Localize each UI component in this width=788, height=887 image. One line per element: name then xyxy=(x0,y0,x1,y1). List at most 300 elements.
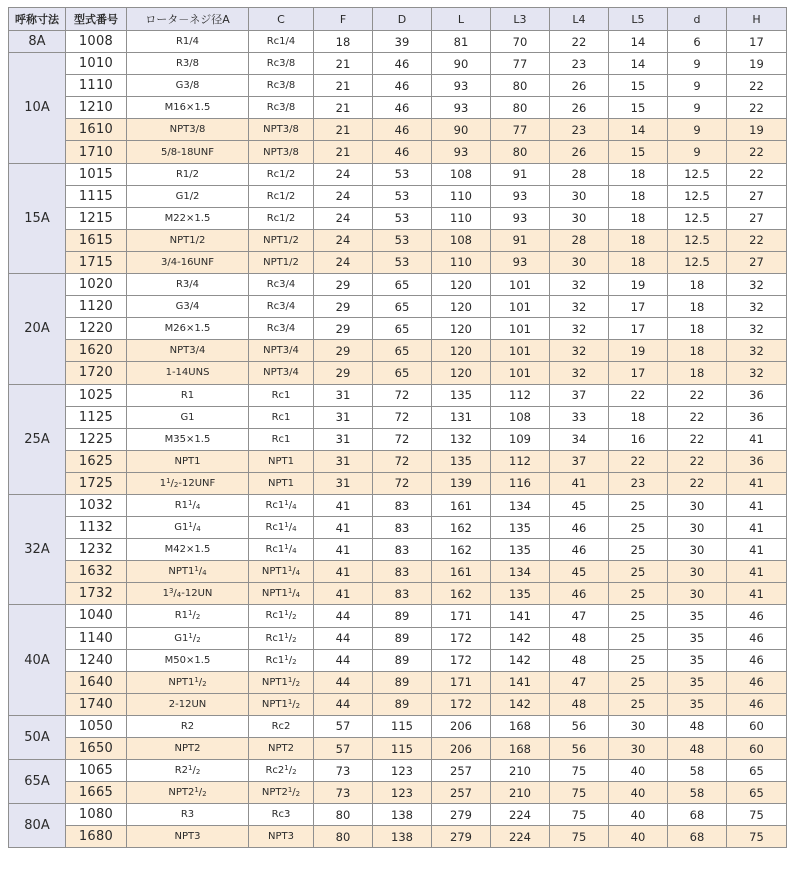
part-prefix: 1 xyxy=(162,588,169,600)
fraction-numerator: 1 xyxy=(194,565,199,574)
cell-c: Rc1 xyxy=(249,428,314,450)
header-row xyxy=(9,8,787,31)
cell-d: 65 xyxy=(373,340,432,362)
header-rotor-thread-a: ロータ－ネジ径A xyxy=(127,8,249,31)
cell-l4: 45 xyxy=(550,494,609,516)
cell-l5: 17 xyxy=(609,296,668,318)
cell-rotor-thread-a: NPT3/8 xyxy=(127,119,249,141)
cell-l: 120 xyxy=(432,340,491,362)
cell-rotor-thread-a: 1-14UNS xyxy=(127,362,249,384)
cell-small-d: 22 xyxy=(668,450,727,472)
cell-l3: 101 xyxy=(491,274,550,296)
cell-h: 19 xyxy=(727,53,787,75)
cell-l4: 30 xyxy=(550,185,609,207)
cell-h: 75 xyxy=(727,826,787,848)
fraction-denominator: 4 xyxy=(176,591,182,600)
cell-rotor-thread-a xyxy=(127,760,249,782)
table-row xyxy=(9,671,787,693)
cell-l4: 28 xyxy=(550,163,609,185)
cell-d: 65 xyxy=(373,362,432,384)
cell-d: 46 xyxy=(373,75,432,97)
cell-d: 89 xyxy=(373,627,432,649)
cell-nominal-size: 32A xyxy=(9,494,66,604)
cell-f: 73 xyxy=(314,760,373,782)
cell-l5: 14 xyxy=(609,31,668,53)
cell-small-d: 9 xyxy=(668,53,727,75)
cell-model-number: 1232 xyxy=(66,539,127,561)
cell-f: 41 xyxy=(314,517,373,539)
cell-small-d: 30 xyxy=(668,583,727,605)
fraction-numerator: 1 xyxy=(194,675,199,684)
fraction-slash: / xyxy=(288,522,293,534)
part-suffix: -12UNF xyxy=(178,477,216,489)
table-row xyxy=(9,141,787,163)
cell-l: 139 xyxy=(432,472,491,494)
cell-model-number: 1025 xyxy=(66,384,127,406)
cell-l3: 93 xyxy=(491,185,550,207)
cell-l3: 168 xyxy=(491,715,550,737)
fraction-numerator: 1 xyxy=(166,476,171,485)
cell-l: 162 xyxy=(432,583,491,605)
cell-l: 120 xyxy=(432,318,491,340)
cell-model-number: 1680 xyxy=(66,826,127,848)
cell-l: 108 xyxy=(432,229,491,251)
cell-rotor-thread-a: R3/4 xyxy=(127,274,249,296)
fraction-slash: / xyxy=(292,566,296,578)
cell-l4: 23 xyxy=(550,53,609,75)
cell-l: 171 xyxy=(432,671,491,693)
cell-c xyxy=(249,627,314,649)
cell-f: 21 xyxy=(314,75,373,97)
cell-f: 21 xyxy=(314,53,373,75)
table-row xyxy=(9,583,787,605)
cell-nominal-size: 10A xyxy=(9,53,66,163)
cell-d: 72 xyxy=(373,428,432,450)
cell-c xyxy=(249,494,314,516)
cell-rotor-thread-a xyxy=(127,561,249,583)
cell-l: 257 xyxy=(432,760,491,782)
cell-d: 46 xyxy=(373,53,432,75)
cell-l3: 135 xyxy=(491,517,550,539)
table-row xyxy=(9,649,787,671)
cell-c: Rc1/2 xyxy=(249,185,314,207)
table-row xyxy=(9,428,787,450)
table-header xyxy=(9,8,787,31)
cell-l3: 93 xyxy=(491,207,550,229)
cell-l4: 48 xyxy=(550,693,609,715)
fraction-denominator: 4 xyxy=(202,569,207,578)
cell-d: 123 xyxy=(373,760,432,782)
cell-model-number: 1010 xyxy=(66,53,127,75)
cell-l4: 32 xyxy=(550,274,609,296)
cell-l4: 28 xyxy=(550,229,609,251)
cell-h: 22 xyxy=(727,141,787,163)
cell-rotor-thread-a: NPT3 xyxy=(127,826,249,848)
cell-c: Rc3/4 xyxy=(249,318,314,340)
part-prefix: NPT2 xyxy=(168,787,195,799)
cell-l: 90 xyxy=(432,119,491,141)
cell-small-d: 22 xyxy=(668,406,727,428)
cell-h: 22 xyxy=(727,229,787,251)
fraction-denominator: 2 xyxy=(295,679,301,688)
cell-l: 279 xyxy=(432,826,491,848)
cell-f: 29 xyxy=(314,362,373,384)
cell-l4: 34 xyxy=(550,428,609,450)
cell-l: 93 xyxy=(432,75,491,97)
table-row xyxy=(9,207,787,229)
fraction-numerator: 1 xyxy=(188,521,193,530)
cell-h: 46 xyxy=(727,649,787,671)
fraction-numerator: 1 xyxy=(284,543,289,552)
cell-rotor-thread-a xyxy=(127,517,249,539)
cell-model-number: 1225 xyxy=(66,428,127,450)
cell-f: 44 xyxy=(314,671,373,693)
cell-l4: 32 xyxy=(550,318,609,340)
cell-c: Rc1/2 xyxy=(249,207,314,229)
fraction-slash: / xyxy=(192,610,196,622)
cell-l4: 46 xyxy=(550,517,609,539)
cell-h: 46 xyxy=(727,627,787,649)
cell-c xyxy=(249,517,314,539)
header-c: C xyxy=(249,8,314,31)
cell-l: 120 xyxy=(432,362,491,384)
cell-model-number: 1032 xyxy=(66,494,127,516)
fraction-slash: / xyxy=(198,787,203,799)
cell-c: Rc1/2 xyxy=(249,163,314,185)
fraction-slash: / xyxy=(288,654,293,666)
cell-l: 93 xyxy=(432,97,491,119)
cell-d: 72 xyxy=(373,472,432,494)
part-prefix: NPT1 xyxy=(168,566,195,578)
cell-l4: 48 xyxy=(550,649,609,671)
cell-f: 80 xyxy=(314,826,373,848)
cell-l3: 141 xyxy=(491,671,550,693)
cell-d: 83 xyxy=(373,583,432,605)
cell-l: 161 xyxy=(432,561,491,583)
cell-model-number: 1125 xyxy=(66,406,127,428)
cell-l: 135 xyxy=(432,384,491,406)
cell-rotor-thread-a: 2-12UN xyxy=(127,693,249,715)
fraction-numerator: 3 xyxy=(168,587,174,596)
fraction-slash: / xyxy=(192,522,197,534)
cell-small-d: 35 xyxy=(668,605,727,627)
fraction-denominator: 4 xyxy=(195,503,201,512)
cell-f: 29 xyxy=(314,296,373,318)
cell-c xyxy=(249,561,314,583)
cell-d: 39 xyxy=(373,31,432,53)
cell-l5: 25 xyxy=(609,583,668,605)
part-prefix: Rc1 xyxy=(265,632,285,644)
cell-l5: 18 xyxy=(609,229,668,251)
part-prefix: Rc1 xyxy=(265,522,285,534)
cell-h: 32 xyxy=(727,362,787,384)
cell-f: 24 xyxy=(314,185,373,207)
cell-small-d: 9 xyxy=(668,141,727,163)
table-row xyxy=(9,693,787,715)
cell-l4: 32 xyxy=(550,362,609,384)
cell-l4: 32 xyxy=(550,296,609,318)
cell-model-number: 1625 xyxy=(66,450,127,472)
cell-l3: 109 xyxy=(491,428,550,450)
fraction-slash: / xyxy=(288,544,293,556)
cell-f: 80 xyxy=(314,804,373,826)
fraction-numerator: 1 xyxy=(188,609,193,618)
cell-rotor-thread-a xyxy=(127,605,249,627)
header-nominal-size: 呼称寸法 xyxy=(9,8,66,31)
cell-c: Rc3/8 xyxy=(249,75,314,97)
cell-l3: 80 xyxy=(491,75,550,97)
cell-small-d: 48 xyxy=(668,738,727,760)
cell-f: 29 xyxy=(314,340,373,362)
fraction-denominator: 2 xyxy=(292,635,297,644)
cell-d: 65 xyxy=(373,296,432,318)
table-row xyxy=(9,517,787,539)
cell-l4: 46 xyxy=(550,583,609,605)
cell-d: 138 xyxy=(373,826,432,848)
cell-l5: 17 xyxy=(609,362,668,384)
cell-rotor-thread-a: NPT1 xyxy=(127,450,249,472)
cell-d: 89 xyxy=(373,671,432,693)
cell-l: 90 xyxy=(432,53,491,75)
cell-f: 29 xyxy=(314,274,373,296)
table-row xyxy=(9,53,787,75)
fraction-numerator: 1 xyxy=(284,499,289,508)
table-body xyxy=(9,31,787,848)
cell-l: 120 xyxy=(432,296,491,318)
header-f: F xyxy=(314,8,373,31)
cell-small-d: 35 xyxy=(668,627,727,649)
cell-d: 53 xyxy=(373,163,432,185)
cell-h: 19 xyxy=(727,119,787,141)
cell-small-d: 22 xyxy=(668,384,727,406)
part-prefix: NPT1 xyxy=(261,676,288,688)
cell-c xyxy=(249,760,314,782)
fraction-numerator: 1 xyxy=(287,565,293,574)
table-row xyxy=(9,296,787,318)
cell-l5: 14 xyxy=(609,53,668,75)
cell-f: 73 xyxy=(314,782,373,804)
cell-c: NPT2 xyxy=(249,738,314,760)
cell-l: 162 xyxy=(432,539,491,561)
cell-f: 44 xyxy=(314,693,373,715)
cell-d: 53 xyxy=(373,185,432,207)
table-row xyxy=(9,384,787,406)
cell-l4: 48 xyxy=(550,627,609,649)
fraction-denominator: 4 xyxy=(295,591,301,600)
fraction-denominator: 2 xyxy=(196,635,201,644)
fraction-denominator: 2 xyxy=(292,613,297,622)
cell-l3: 112 xyxy=(491,384,550,406)
cell-small-d: 12.5 xyxy=(668,207,727,229)
cell-f: 44 xyxy=(314,649,373,671)
table-row xyxy=(9,318,787,340)
cell-l: 131 xyxy=(432,406,491,428)
cell-l5: 25 xyxy=(609,494,668,516)
cell-l5: 40 xyxy=(609,782,668,804)
cell-l4: 32 xyxy=(550,340,609,362)
cell-rotor-thread-a: R3/8 xyxy=(127,53,249,75)
cell-rotor-thread-a: M16×1.5 xyxy=(127,97,249,119)
fraction-slash: / xyxy=(288,500,293,512)
cell-l4: 46 xyxy=(550,539,609,561)
fraction-denominator: 2 xyxy=(202,679,207,688)
cell-c: Rc3/8 xyxy=(249,97,314,119)
cell-rotor-thread-a: NPT2 xyxy=(127,738,249,760)
cell-model-number: 1115 xyxy=(66,185,127,207)
cell-h: 27 xyxy=(727,185,787,207)
part-prefix: Rc1 xyxy=(265,500,285,512)
spec-table xyxy=(8,7,787,848)
cell-small-d: 68 xyxy=(668,804,727,826)
cell-d: 89 xyxy=(373,649,432,671)
cell-rotor-thread-a: M35×1.5 xyxy=(127,428,249,450)
part-prefix: Rc2 xyxy=(265,765,285,777)
fraction-numerator: 1 xyxy=(287,587,293,596)
cell-l3: 142 xyxy=(491,693,550,715)
table-row xyxy=(9,450,787,472)
cell-l: 162 xyxy=(432,517,491,539)
cell-f: 24 xyxy=(314,229,373,251)
table-row xyxy=(9,119,787,141)
cell-rotor-thread-a: R2 xyxy=(127,715,249,737)
cell-c: NPT1 xyxy=(249,472,314,494)
fraction-denominator: 2 xyxy=(202,790,207,799)
table-row xyxy=(9,826,787,848)
cell-small-d: 22 xyxy=(668,428,727,450)
table-row xyxy=(9,561,787,583)
fraction-slash: / xyxy=(198,676,203,688)
cell-l5: 25 xyxy=(609,627,668,649)
cell-h: 17 xyxy=(727,31,787,53)
cell-model-number: 1210 xyxy=(66,97,127,119)
cell-l3: 77 xyxy=(491,119,550,141)
cell-d: 53 xyxy=(373,251,432,273)
cell-c xyxy=(249,671,314,693)
cell-l4: 75 xyxy=(550,782,609,804)
cell-small-d: 12.5 xyxy=(668,163,727,185)
cell-model-number: 1640 xyxy=(66,671,127,693)
cell-small-d: 18 xyxy=(668,296,727,318)
cell-rotor-thread-a: G1 xyxy=(127,406,249,428)
table-row xyxy=(9,605,787,627)
header-l: L xyxy=(432,8,491,31)
cell-h: 41 xyxy=(727,472,787,494)
header-l4: L4 xyxy=(550,8,609,31)
cell-l5: 16 xyxy=(609,428,668,450)
cell-f: 41 xyxy=(314,583,373,605)
cell-l: 161 xyxy=(432,494,491,516)
cell-l3: 142 xyxy=(491,649,550,671)
cell-f: 57 xyxy=(314,738,373,760)
cell-l: 206 xyxy=(432,715,491,737)
cell-model-number: 1215 xyxy=(66,207,127,229)
cell-small-d: 18 xyxy=(668,274,727,296)
cell-f: 29 xyxy=(314,318,373,340)
cell-c xyxy=(249,605,314,627)
cell-l: 108 xyxy=(432,163,491,185)
header-model-number: 型式番号 xyxy=(66,8,127,31)
table-row xyxy=(9,251,787,273)
header-h: H xyxy=(727,8,787,31)
cell-rotor-thread-a: R3 xyxy=(127,804,249,826)
part-prefix: NPT2 xyxy=(261,787,288,799)
cell-rotor-thread-a: M50×1.5 xyxy=(127,649,249,671)
cell-model-number: 1140 xyxy=(66,627,127,649)
cell-small-d: 58 xyxy=(668,760,727,782)
cell-l5: 25 xyxy=(609,517,668,539)
fraction-slash: / xyxy=(288,765,293,777)
table-row xyxy=(9,185,787,207)
cell-l4: 41 xyxy=(550,472,609,494)
cell-model-number: 1015 xyxy=(66,163,127,185)
cell-l5: 30 xyxy=(609,738,668,760)
cell-f: 18 xyxy=(314,31,373,53)
cell-d: 46 xyxy=(373,119,432,141)
cell-rotor-thread-a: M26×1.5 xyxy=(127,318,249,340)
cell-rotor-thread-a: R1 xyxy=(127,384,249,406)
cell-l3: 134 xyxy=(491,561,550,583)
cell-l: 279 xyxy=(432,804,491,826)
cell-small-d: 6 xyxy=(668,31,727,53)
cell-f: 31 xyxy=(314,406,373,428)
fraction-denominator: 2 xyxy=(292,657,297,666)
fraction-numerator: 1 xyxy=(284,764,289,773)
cell-h: 36 xyxy=(727,406,787,428)
cell-c xyxy=(249,649,314,671)
cell-h: 65 xyxy=(727,760,787,782)
cell-rotor-thread-a: M42×1.5 xyxy=(127,539,249,561)
cell-c xyxy=(249,693,314,715)
cell-l5: 19 xyxy=(609,274,668,296)
cell-rotor-thread-a: 5/8-18UNF xyxy=(127,141,249,163)
cell-rotor-thread-a xyxy=(127,494,249,516)
cell-l3: 80 xyxy=(491,97,550,119)
cell-l4: 26 xyxy=(550,141,609,163)
cell-small-d: 9 xyxy=(668,97,727,119)
cell-l3: 101 xyxy=(491,340,550,362)
table-row xyxy=(9,494,787,516)
cell-l: 172 xyxy=(432,649,491,671)
cell-small-d: 22 xyxy=(668,472,727,494)
cell-c: NPT1 xyxy=(249,450,314,472)
cell-model-number: 1110 xyxy=(66,75,127,97)
cell-d: 83 xyxy=(373,539,432,561)
cell-h: 46 xyxy=(727,693,787,715)
cell-model-number: 1132 xyxy=(66,517,127,539)
cell-rotor-thread-a: R1/4 xyxy=(127,31,249,53)
header-l3: L3 xyxy=(491,8,550,31)
fraction-numerator: 1 xyxy=(287,675,293,684)
cell-rotor-thread-a: 3/4-16UNF xyxy=(127,251,249,273)
cell-d: 72 xyxy=(373,406,432,428)
cell-l5: 25 xyxy=(609,693,668,715)
cell-model-number: 1710 xyxy=(66,141,127,163)
fraction-slash: / xyxy=(192,500,196,512)
cell-l: 206 xyxy=(432,738,491,760)
fraction-slash: / xyxy=(192,765,196,777)
cell-d: 138 xyxy=(373,804,432,826)
cell-c: NPT3/8 xyxy=(249,119,314,141)
cell-model-number: 1080 xyxy=(66,804,127,826)
cell-model-number: 1620 xyxy=(66,340,127,362)
cell-model-number: 1615 xyxy=(66,229,127,251)
cell-l4: 33 xyxy=(550,406,609,428)
cell-c: Rc1 xyxy=(249,406,314,428)
header-small-d: d xyxy=(668,8,727,31)
fraction-numerator: 1 xyxy=(188,631,193,640)
cell-l: 120 xyxy=(432,274,491,296)
cell-h: 41 xyxy=(727,428,787,450)
